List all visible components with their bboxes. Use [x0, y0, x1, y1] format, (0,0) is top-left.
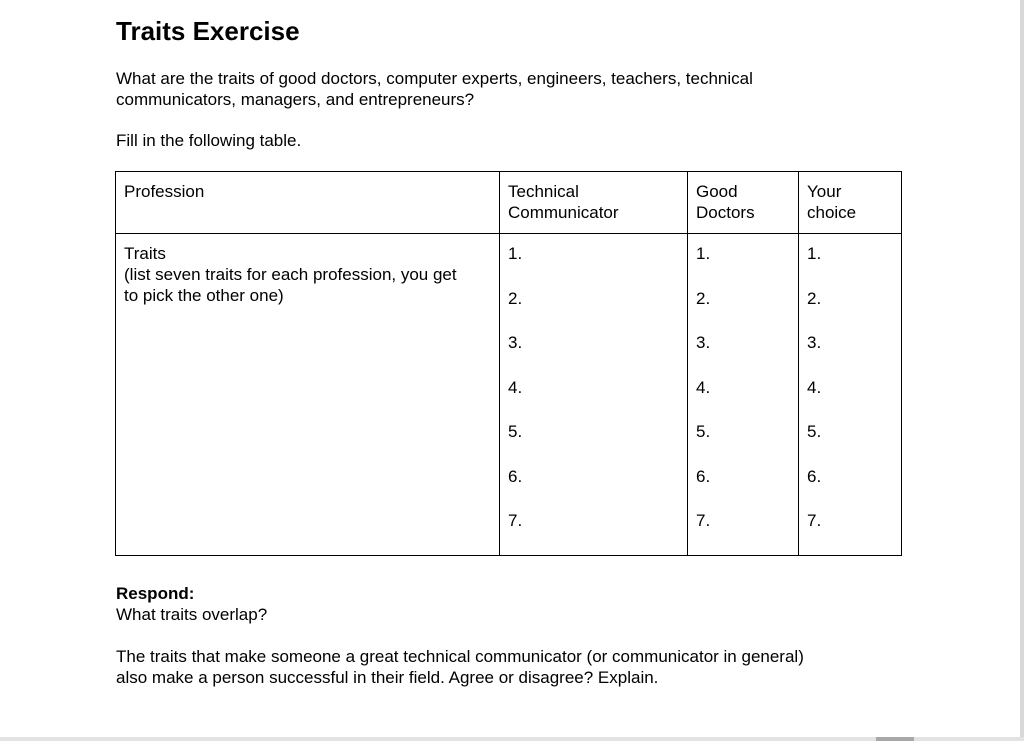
trait-number: 2. — [508, 288, 523, 308]
trait-number: 6. — [508, 466, 523, 486]
trait-number: 2. — [696, 288, 711, 308]
table-header-row — [116, 172, 902, 234]
trait-number: 5. — [696, 422, 711, 441]
trait-number: 1. — [508, 244, 523, 263]
column-header-line: choice — [807, 203, 857, 222]
column-header-line: Your — [807, 182, 842, 201]
trait-number: 4. — [696, 377, 711, 397]
trait-number: 7. — [696, 511, 711, 530]
trait-number: 4. — [508, 377, 523, 397]
traits-label-cell — [116, 234, 500, 556]
traits-table — [115, 171, 902, 556]
horizontal-scrollbar-thumb[interactable] — [876, 737, 914, 741]
intro-line: What are the traits of good doctors, computer experts, engineers, teachers, technical — [116, 69, 753, 88]
column-header-technical-communicator — [500, 172, 688, 234]
column-header-line: Technical — [508, 182, 579, 201]
trait-number: 1. — [696, 244, 711, 263]
trait-number: 4. — [807, 377, 822, 397]
profession-label: Profession — [124, 182, 205, 201]
column-header-line: Communicator — [508, 203, 619, 222]
trait-number: 3. — [696, 333, 711, 352]
trait-number: 5. — [508, 422, 523, 441]
good-doctors-traits-cell[interactable] — [688, 234, 799, 556]
traits-row — [116, 234, 902, 556]
intro-line: communicators, managers, and entrepreneurs? — [116, 90, 475, 109]
trait-number: 7. — [508, 511, 523, 530]
trait-number: 3. — [807, 333, 822, 352]
intro-question — [116, 68, 753, 110]
trait-number: 1. — [807, 244, 822, 263]
traits-label-line: Traits — [124, 244, 166, 263]
traits-label-line: to pick the other one) — [124, 286, 284, 305]
trait-number: 7. — [807, 511, 822, 530]
trait-number: 2. — [807, 288, 822, 308]
technical-communicator-traits-cell[interactable] — [500, 234, 688, 556]
respond-heading: Respond: — [116, 584, 195, 603]
instruction-text: Fill in the following table. — [116, 131, 302, 150]
agree-disagree-prompt — [116, 646, 804, 688]
traits-label-line: (list seven traits for each profession, you get — [124, 265, 457, 284]
column-header-your-choice — [799, 172, 902, 234]
prompt-line: The traits that make someone a great technical communicator (or communicator in general) — [116, 647, 804, 666]
trait-number: 5. — [807, 422, 822, 441]
trait-number: 3. — [508, 333, 523, 352]
vertical-scrollbar-track[interactable] — [1020, 0, 1024, 741]
column-header-line: Good — [696, 182, 738, 201]
horizontal-scrollbar-track[interactable] — [0, 737, 1024, 741]
profession-header-cell — [116, 172, 500, 234]
column-header-good-doctors — [688, 172, 799, 234]
trait-number: 6. — [807, 466, 822, 486]
respond-question: What traits overlap? — [116, 605, 268, 624]
your-choice-traits-cell[interactable] — [799, 234, 902, 556]
column-header-line: Doctors — [696, 203, 755, 222]
trait-number: 6. — [696, 466, 711, 486]
page-title: Traits Exercise — [116, 16, 300, 46]
prompt-line: also make a person successful in their field. Agree or disagree? Explain. — [116, 668, 659, 687]
